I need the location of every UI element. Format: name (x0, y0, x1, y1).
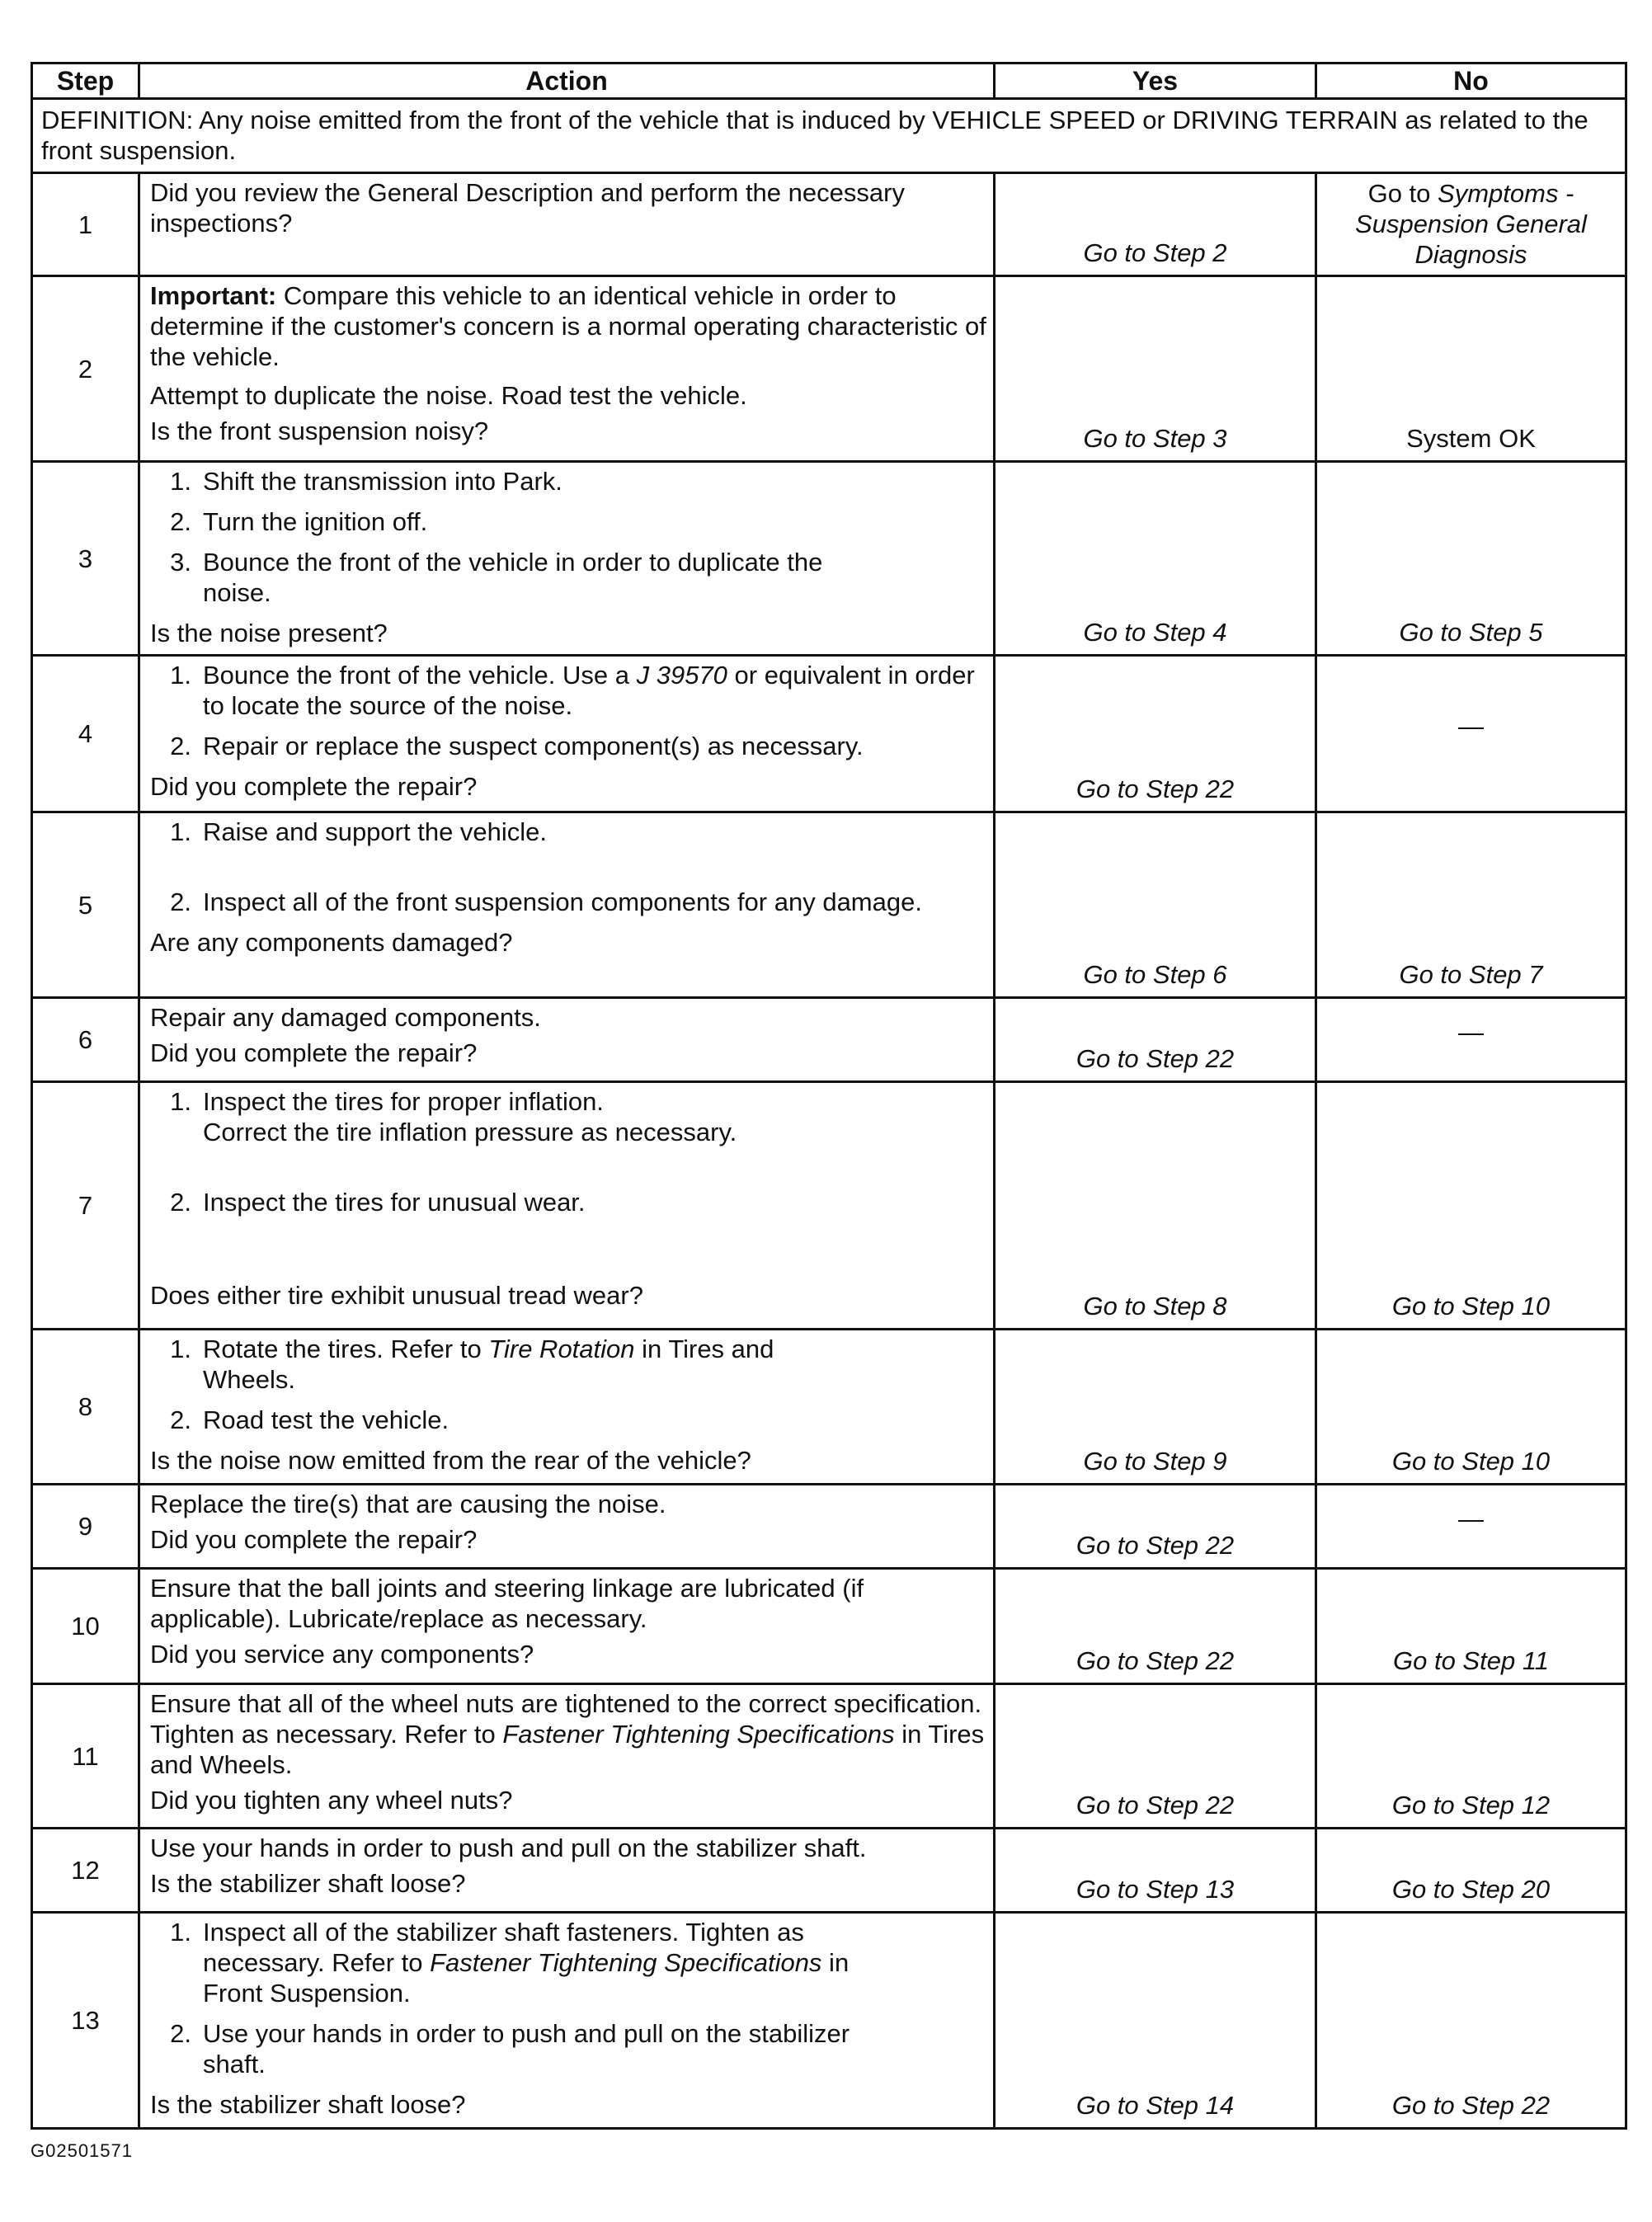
action-question: Are any components damaged? (150, 928, 513, 957)
table-row-step-11 (32, 1684, 1626, 1829)
action-cell (139, 656, 995, 812)
action-cell (139, 1684, 995, 1829)
list-item: 1. Inspect all of the stabilizer shaft fasteners. Tighten as necessary. Refer to Fastener Tightening Specifications in Front Suspension. (170, 1918, 850, 2008)
table-row-step-8 (32, 1330, 1626, 1485)
action-cell (139, 1913, 995, 2129)
action-steps-list (150, 660, 986, 761)
action-cell (139, 812, 995, 998)
action-text: Repair any damaged components. (150, 1003, 541, 1032)
no-result: Go to Step 11 (1316, 1569, 1626, 1684)
header-yes: Yes (995, 64, 1316, 99)
action-question: Did you complete the repair? (150, 1525, 478, 1554)
action-cell (139, 1569, 995, 1684)
action-question: Does either tire exhibit unusual tread wear? (150, 1281, 643, 1310)
yes-result: Go to Step 2 (995, 173, 1316, 276)
list-item: 1. Shift the transmission into Park. (170, 467, 562, 496)
table-row-step-5 (32, 812, 1626, 998)
yes-result: Go to Step 9 (995, 1330, 1316, 1485)
yes-result: Go to Step 14 (995, 1913, 1316, 2129)
diagnostic-table (31, 62, 1627, 2130)
yes-result: Go to Step 22 (995, 1485, 1316, 1569)
action-question: Is the noise present? (150, 619, 388, 647)
no-result: System OK (1316, 276, 1626, 462)
list-item: 2. Road test the vehicle. (170, 1405, 449, 1434)
action-steps-list (150, 817, 986, 917)
table-row-step-12 (32, 1829, 1626, 1913)
action-cell (139, 462, 995, 656)
list-item: 1. Raise and support the vehicle. (170, 817, 548, 846)
step-number: 5 (32, 812, 139, 998)
action-steps-list (150, 466, 986, 608)
step-number: 13 (32, 1913, 139, 2129)
list-item: 2. Inspect the tires for unusual wear. (170, 1188, 586, 1217)
action-cell (139, 276, 995, 462)
action-cell (139, 1829, 995, 1913)
action-text: Did you review the General Description and perform the necessary inspections? (150, 178, 905, 238)
step-number: 7 (32, 1082, 139, 1330)
no-result: — (1316, 998, 1626, 1082)
action-question: Is the front suspension noisy? (150, 417, 489, 445)
no-result: Go to Step 12 (1316, 1684, 1626, 1829)
list-item: 2. Inspect all of the front suspension components for any damage. (170, 887, 922, 916)
list-item: 1. Bounce the front of the vehicle. Use a J 39570 or equivalent in order to locate the source of the noise. (170, 661, 975, 720)
action-question: Did you tighten any wheel nuts? (150, 1786, 513, 1815)
action-question: Is the noise now emitted from the rear of the vehicle? (150, 1446, 751, 1475)
yes-result: Go to Step 22 (995, 998, 1316, 1082)
action-question: Did you complete the repair? (150, 1038, 478, 1067)
table-header-row (32, 64, 1626, 99)
action-text: Attempt to duplicate the noise. Road test the vehicle. (150, 381, 747, 410)
yes-result: Go to Step 4 (995, 462, 1316, 656)
table-row-step-9 (32, 1485, 1626, 1569)
table-row-step-10 (32, 1569, 1626, 1684)
spec-reference: Fastener Tightening Specifications (502, 1720, 895, 1749)
no-result-reference: Symptoms - Suspension General Diagnosis (1355, 178, 1587, 269)
no-result: Go to Step 5 (1316, 462, 1626, 656)
action-steps-list (150, 1334, 986, 1435)
table-row-step-4 (32, 656, 1626, 812)
yes-result: Go to Step 13 (995, 1829, 1316, 1913)
important-text: Compare this vehicle to an identical vehicle in order to determine if the customer's concern is a normal operating characteristic of the vehicle. (150, 281, 986, 371)
step-number: 3 (32, 462, 139, 656)
list-item: 2. Repair or replace the suspect component(s) as necessary. (170, 732, 864, 760)
header-action: Action (139, 64, 995, 99)
list-item: 2. Use your hands in order to push and pull on the stabilizer shaft. (170, 2019, 850, 2078)
list-item: 1. Inspect the tires for proper inflation. Correct the tire inflation pressure as necessary. (170, 1087, 737, 1146)
header-step: Step (32, 64, 139, 99)
step-number: 8 (32, 1330, 139, 1485)
step-number: 6 (32, 998, 139, 1082)
no-result: — (1316, 1485, 1626, 1569)
diagnostic-table-container (31, 62, 1625, 2130)
no-result-prefix: Go to (1367, 178, 1438, 208)
definition-row (32, 99, 1626, 173)
step-number: 2 (32, 276, 139, 462)
table-row-step-1 (32, 173, 1626, 276)
yes-result: Go to Step 6 (995, 812, 1316, 998)
table-row-step-7 (32, 1082, 1626, 1330)
action-text: Ensure that the ball joints and steering linkage are lubricated (if applicable). Lubricate/replace as necessary. (150, 1574, 864, 1633)
spec-reference: Fastener Tightening Specifications (430, 1948, 822, 1977)
action-cell (139, 1485, 995, 1569)
header-no: No (1316, 64, 1626, 99)
yes-result: Go to Step 22 (995, 1684, 1316, 1829)
no-result: Go to Step 10 (1316, 1330, 1626, 1485)
table-row-step-2 (32, 276, 1626, 462)
definition-text: DEFINITION: Any noise emitted from the front of the vehicle that is induced by VEHICLE SPEED or DRIVING TERRAIN as related to the front suspension. (32, 99, 1626, 173)
step-number: 12 (32, 1829, 139, 1913)
step-number: 1 (32, 173, 139, 276)
no-result: — (1316, 656, 1626, 812)
step-number: 4 (32, 656, 139, 812)
no-result (1316, 173, 1626, 276)
action-text: Ensure that all of the wheel nuts are tightened to the correct specification. Tighten as necessary. Refer to Fastener Tightening Specifications in Tires and Wheels. (150, 1689, 985, 1779)
action-question: Is the stabilizer shaft loose? (150, 1869, 466, 1898)
action-steps-list (150, 1917, 986, 2079)
no-result: Go to Step 10 (1316, 1082, 1626, 1330)
action-cell (139, 1330, 995, 1485)
important-label: Important: (150, 281, 277, 310)
action-text: Replace the tire(s) that are causing the noise. (150, 1490, 666, 1518)
tool-reference: J 39570 (636, 661, 727, 690)
action-cell (139, 1082, 995, 1330)
important-note (150, 280, 986, 372)
table-row-step-13 (32, 1913, 1626, 2129)
list-item: 3. Bounce the front of the vehicle in order to duplicate the noise. (170, 548, 823, 607)
action-question: Is the stabilizer shaft loose? (150, 2090, 466, 2119)
table-row-step-3 (32, 462, 1626, 656)
step-number: 11 (32, 1684, 139, 1829)
step-number: 9 (32, 1485, 139, 1569)
action-cell (139, 173, 995, 276)
no-result: Go to Step 7 (1316, 812, 1626, 998)
figure-code: G02501571 (31, 2140, 133, 2161)
action-steps-list (150, 1086, 986, 1217)
action-question: Did you complete the repair? (150, 772, 478, 801)
step-number: 10 (32, 1569, 139, 1684)
yes-result: Go to Step 22 (995, 656, 1316, 812)
action-text: Use your hands in order to push and pull on the stabilizer shaft. (150, 1834, 867, 1862)
list-item: 2. Turn the ignition off. (170, 507, 428, 536)
action-cell (139, 998, 995, 1082)
yes-result: Go to Step 22 (995, 1569, 1316, 1684)
yes-result: Go to Step 3 (995, 276, 1316, 462)
yes-result: Go to Step 8 (995, 1082, 1316, 1330)
action-question: Did you service any components? (150, 1640, 534, 1669)
no-result: Go to Step 22 (1316, 1913, 1626, 2129)
procedure-reference: Tire Rotation (488, 1335, 635, 1363)
list-item: 1. Rotate the tires. Refer to Tire Rotation in Tires and Wheels. (170, 1335, 774, 1394)
table-row-step-6 (32, 998, 1626, 1082)
no-result: Go to Step 20 (1316, 1829, 1626, 1913)
